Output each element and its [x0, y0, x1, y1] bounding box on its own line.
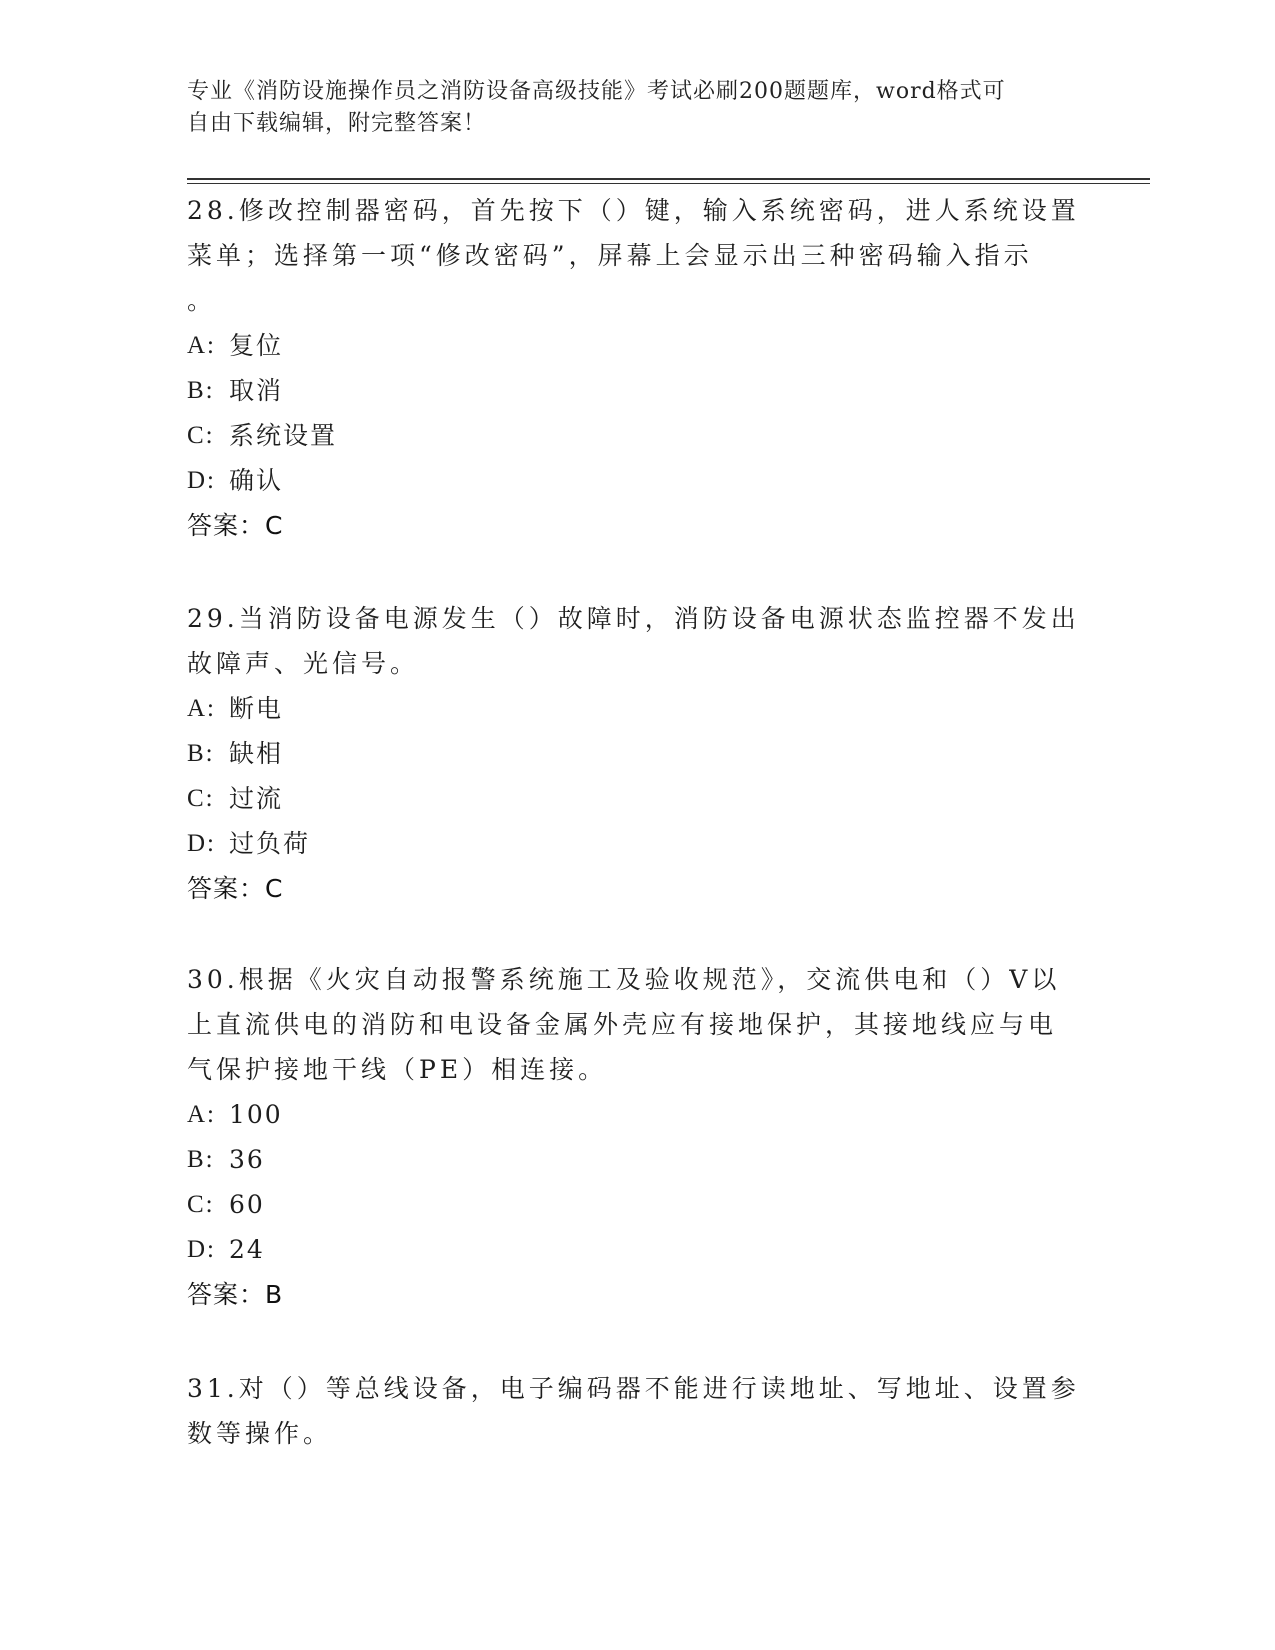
answer-line: 答案：C: [187, 511, 284, 540]
option-letter: D:: [187, 1236, 216, 1263]
option-text: 断电: [229, 694, 284, 723]
header-divider-thick: [187, 178, 1150, 180]
option-text: 复位: [229, 331, 284, 360]
document-header: [187, 76, 1067, 140]
option-d: [187, 458, 1087, 503]
option-letter: B:: [187, 740, 215, 767]
option-c: [187, 776, 1087, 821]
option-d: [187, 821, 1087, 866]
question-stem-line: 30.根据《火灾自动报警系统施工及验收规范》，交流供电和（）V以: [187, 965, 1061, 994]
option-letter: C:: [187, 422, 215, 449]
question-stem-line: 故障声、光信号。: [187, 649, 420, 678]
option-text: 系统设置: [229, 421, 338, 450]
option-text: 36: [229, 1145, 265, 1174]
question-stem-line: 29.当消防设备电源发生（）故障时，消防设备电源状态监控器不发出: [187, 604, 1080, 633]
option-text: 缺相: [229, 739, 284, 768]
header-line-1: 专业《消防设施操作员之消防设备高级技能》考试必刷200题题库，word格式可: [187, 79, 1006, 104]
option-text: 过负荷: [229, 829, 311, 858]
option-text: 24: [229, 1235, 265, 1264]
option-letter: B:: [187, 1146, 215, 1173]
header-line-2: 自由下载编辑，附完整答案！: [187, 111, 487, 136]
question-stem-line: 气保护接地干线（PE）相连接。: [187, 1055, 608, 1084]
option-text: 60: [229, 1190, 265, 1219]
question-stem-line: 28.修改控制器密码，首先按下（）键，输入系统密码，进人系统设置: [187, 196, 1080, 225]
answer-line: 答案：B: [187, 1280, 284, 1309]
option-text: 确认: [229, 466, 284, 495]
option-letter: A:: [187, 695, 216, 722]
option-a: [187, 323, 1087, 368]
question-stem-line: 。: [187, 286, 217, 315]
question-stem-line: 上直流供电的消防和电设备金属外壳应有接地保护，其接地线应与电: [187, 1010, 1058, 1039]
question-stem-line: 数等操作。: [187, 1419, 333, 1448]
option-letter: C:: [187, 1191, 215, 1218]
option-text: 100: [229, 1100, 283, 1129]
question-31: [187, 1366, 1087, 1456]
question-stem-line: 31.对（）等总线设备，电子编码器不能进行读地址、写地址、设置参: [187, 1374, 1080, 1403]
option-b: [187, 731, 1087, 776]
option-d: [187, 1227, 1087, 1272]
question-29: [187, 596, 1087, 911]
question-28: [187, 188, 1087, 548]
option-a: [187, 686, 1087, 731]
answer-line: 答案：C: [187, 874, 284, 903]
option-letter: A:: [187, 1101, 216, 1128]
option-letter: C:: [187, 785, 215, 812]
option-c: [187, 413, 1087, 458]
option-text: 取消: [229, 376, 284, 405]
option-b: [187, 1137, 1087, 1182]
option-letter: D:: [187, 467, 216, 494]
option-text: 过流: [229, 784, 284, 813]
question-30: [187, 957, 1087, 1317]
option-letter: A:: [187, 332, 216, 359]
option-a: [187, 1092, 1087, 1137]
option-letter: D:: [187, 830, 216, 857]
option-b: [187, 368, 1087, 413]
option-letter: B:: [187, 377, 215, 404]
header-divider-thin: [187, 183, 1150, 184]
question-stem-line: 菜单；选择第一项“修改密码”，屏幕上会显示出三种密码输入指示: [187, 241, 1033, 270]
option-c: [187, 1182, 1087, 1227]
